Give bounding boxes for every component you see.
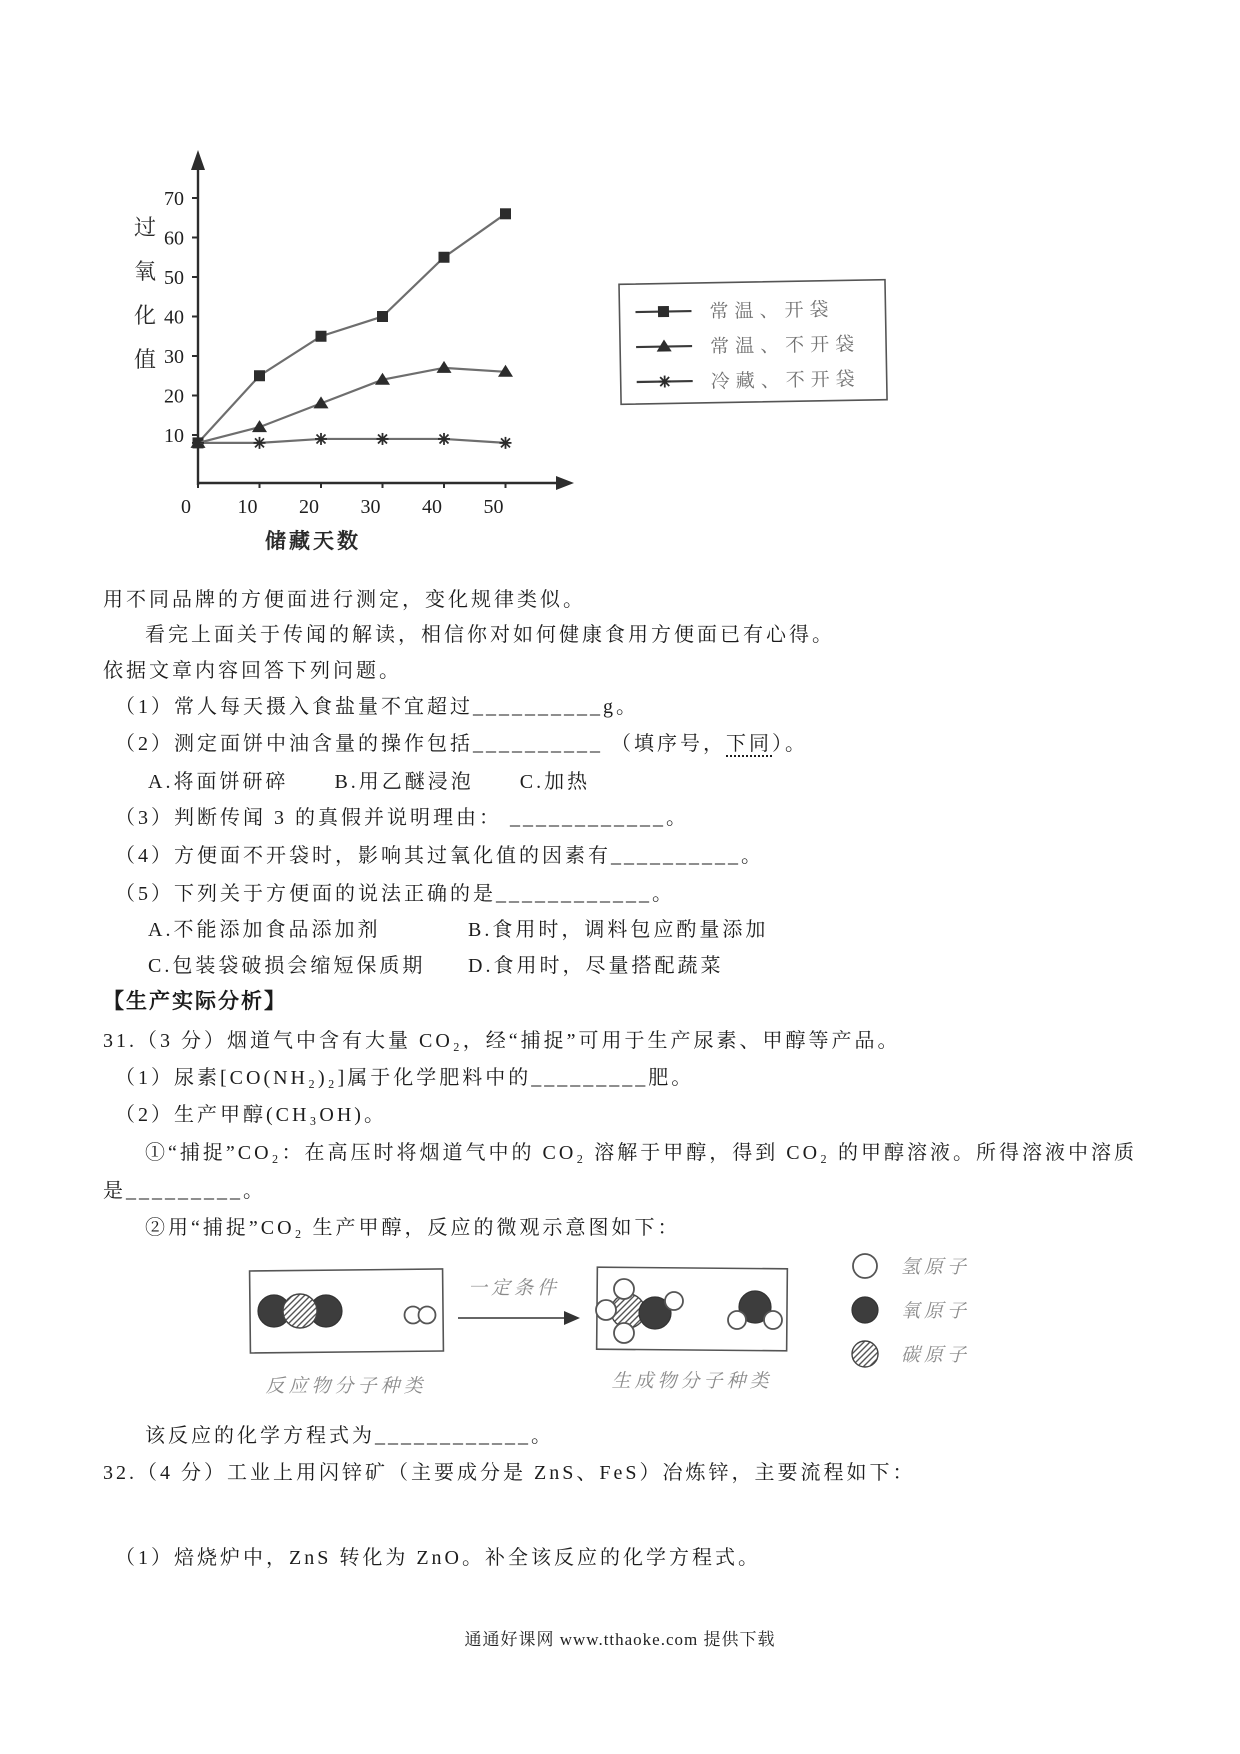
question-31-1: （1）尿素[CO(NH₂)₂]属于化学肥料中的_________肥。 (115, 1067, 695, 1089)
passage-line: 依据文章内容回答下列问题。 (103, 660, 402, 682)
question-31-2b: ②用“捕捉”CO₂ 生产甲醇，反应的微观示意图如下： (145, 1217, 681, 1239)
svg-text:常温、开袋: 常温、开袋 (709, 299, 835, 323)
question-31: 31.（3 分）烟道气中含有大量 CO₂，经“捕捉”可用于生产尿素、甲醇等产品。 (103, 1030, 901, 1052)
svg-text:50: 50 (164, 267, 184, 289)
question-31-2a-cont: 是_________。 (103, 1180, 266, 1202)
question-5-option-b: B.食用时，调料包应酌量添加 (468, 919, 769, 941)
question-5-option-c: C.包装袋破损会缩短保质期 (148, 955, 426, 977)
series-square (193, 208, 512, 448)
question-2-text: （2）测定面饼中油含量的操作包括__________ （填序号， (115, 733, 726, 755)
reactants-box (250, 1269, 444, 1353)
svg-text:20: 20 (299, 496, 319, 518)
h2-molecule (405, 1307, 436, 1324)
svg-text:30: 30 (164, 346, 184, 368)
question-32: 32.（4 分）工业上用闪锌矿（主要成分是 ZnS、FeS）冶炼锌，主要流程如下： (103, 1462, 916, 1484)
svg-text:0: 0 (181, 496, 191, 518)
series-star (192, 433, 512, 449)
svg-text:常温、不开袋: 常温、不开袋 (709, 334, 861, 358)
svg-text:10: 10 (237, 496, 258, 518)
question-5-option-d: D.食用时，尽量搭配蔬菜 (468, 955, 724, 977)
carbon-atom-icon (852, 1341, 878, 1367)
question-31-2a: ①“捕捉”CO₂：在高压时将烟道气中的 CO₂ 溶解于甲醇，得到 CO₂ 的甲醇溶液。所得溶液中溶质 (145, 1142, 1138, 1164)
chart-canvas (108, 140, 908, 575)
svg-text:20: 20 (164, 385, 184, 408)
passage-line: 看完上面关于传闻的解读，相信你对如何健康食用方便面已有心得。 (145, 624, 835, 646)
reaction-micro-diagram (108, 1252, 1028, 1422)
condition-arrow (458, 1311, 580, 1325)
h2o-molecule (728, 1291, 782, 1329)
svg-text:冷藏、不开袋: 冷藏、不开袋 (710, 369, 861, 393)
svg-text:30: 30 (360, 496, 381, 518)
svg-text:10: 10 (164, 425, 184, 447)
question-1: （1）常人每天摄入食盐量不宜超过__________g。 (115, 696, 639, 718)
question-3: （3）判断传闻 3 的真假并说明理由： ____________。 (115, 807, 689, 829)
ch3oh-molecule (596, 1279, 683, 1343)
svg-text:60: 60 (164, 227, 184, 250)
section-heading: 【生产实际分析】 (103, 989, 287, 1013)
question-4: （4）方便面不开袋时，影响其过氧化值的因素有__________。 (115, 845, 764, 867)
question-5: （5）下列关于方便面的说法正确的是____________。 (115, 883, 675, 905)
condition-label: 一定条件 (467, 1278, 561, 1299)
question-2-tail: ）。 (772, 733, 808, 755)
molecule-diagram-canvas (108, 1252, 1028, 1422)
svg-text:40: 40 (422, 496, 442, 518)
oxygen-atom-icon (852, 1297, 878, 1323)
chart-legend (619, 280, 887, 405)
carbon-atom-label: 碳原子 (901, 1345, 971, 1366)
svg-text:70: 70 (164, 188, 184, 210)
svg-text:50: 50 (483, 496, 504, 518)
peroxide-value-chart (108, 140, 908, 575)
y-axis-title: 过氧化值 (133, 215, 159, 372)
svg-text:40: 40 (164, 306, 184, 329)
co2-molecule (258, 1294, 342, 1328)
oxygen-atom-label: 氧原子 (901, 1301, 971, 1322)
hydrogen-atom-label: 氢原子 (901, 1257, 971, 1278)
series-triangle (191, 361, 514, 448)
products-label: 生成物分子种类 (611, 1371, 773, 1392)
question-32-1: （1）焙烧炉中，ZnS 转化为 ZnO。补全该反应的化学方程式。 (115, 1547, 761, 1569)
equation-blank-line: 该反应的化学方程式为____________。 (145, 1425, 554, 1447)
hydrogen-atom-icon (853, 1254, 877, 1278)
passage-line: 用不同品牌的方便面进行测定，变化规律类似。 (103, 589, 586, 611)
question-5-option-a: A.不能添加食品添加剂 (148, 919, 381, 941)
atom-legend (852, 1254, 970, 1367)
question-2-emphasis: 下同 (726, 733, 772, 755)
question-2-choices: A.将面饼研碎 B.用乙醚浸泡 C.加热 (148, 771, 591, 793)
reactants-label: 反应物分子种类 (265, 1376, 427, 1397)
question-2 (103, 727, 808, 756)
products-box (596, 1267, 787, 1351)
question-31-2: （2）生产甲醇(CH₃OH)。 (115, 1104, 387, 1126)
x-axis-title: 储藏天数 (265, 529, 361, 553)
site-footer: 通通好课网 www.tthaoke.com 提供下载 (464, 1630, 776, 1649)
